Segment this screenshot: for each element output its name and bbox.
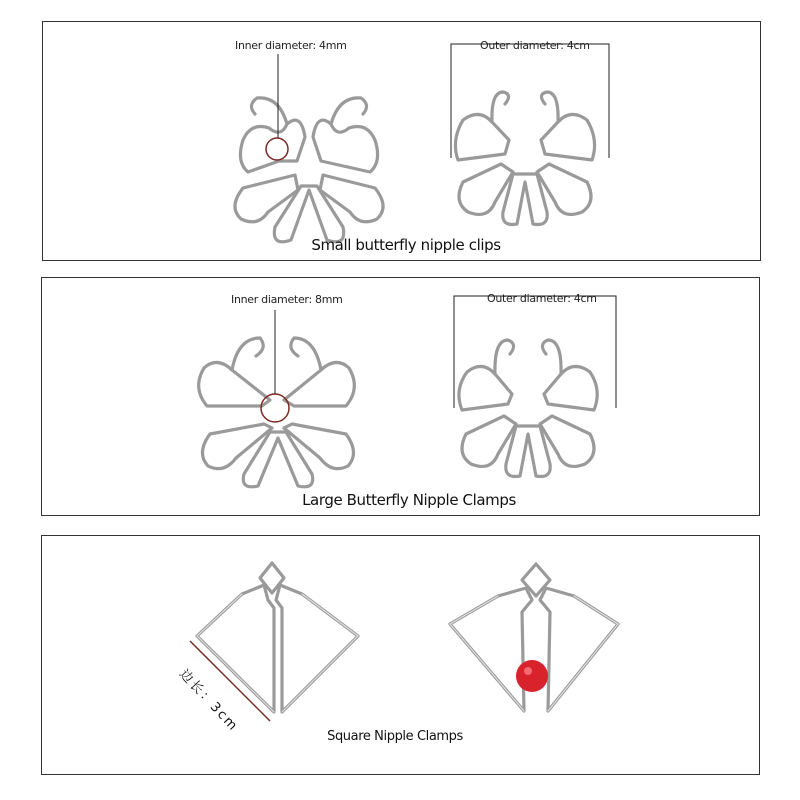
small-butterfly-illustration [43, 22, 762, 262]
small-butterfly-caption: Small butterfly nipple clips [311, 236, 501, 254]
large-inner-diameter-label: Inner diameter: 8mm [231, 293, 343, 306]
large-butterfly-clip-left [199, 310, 355, 487]
small-butterfly-clip-right [451, 44, 609, 225]
red-bead [516, 660, 548, 692]
large-outer-diameter-label: Outer diameter: 4cm [487, 292, 597, 305]
large-butterfly-clip-right [454, 296, 616, 477]
large-butterfly-panel [41, 277, 760, 516]
small-butterfly-panel [42, 21, 761, 261]
square-clamp-panel [41, 535, 760, 775]
square-clamp-caption: Square Nipple Clamps [327, 729, 463, 744]
small-outer-diameter-label: Outer diameter: 4cm [480, 39, 590, 52]
small-inner-diameter-label: Inner diameter: 4mm [235, 39, 347, 52]
large-butterfly-illustration [42, 278, 761, 517]
large-butterfly-caption: Large Butterfly Nipple Clamps [302, 491, 516, 509]
side-length-label: 边长：3cm [176, 666, 242, 735]
square-clamp-right [450, 564, 618, 711]
small-butterfly-clip-left [235, 54, 383, 242]
